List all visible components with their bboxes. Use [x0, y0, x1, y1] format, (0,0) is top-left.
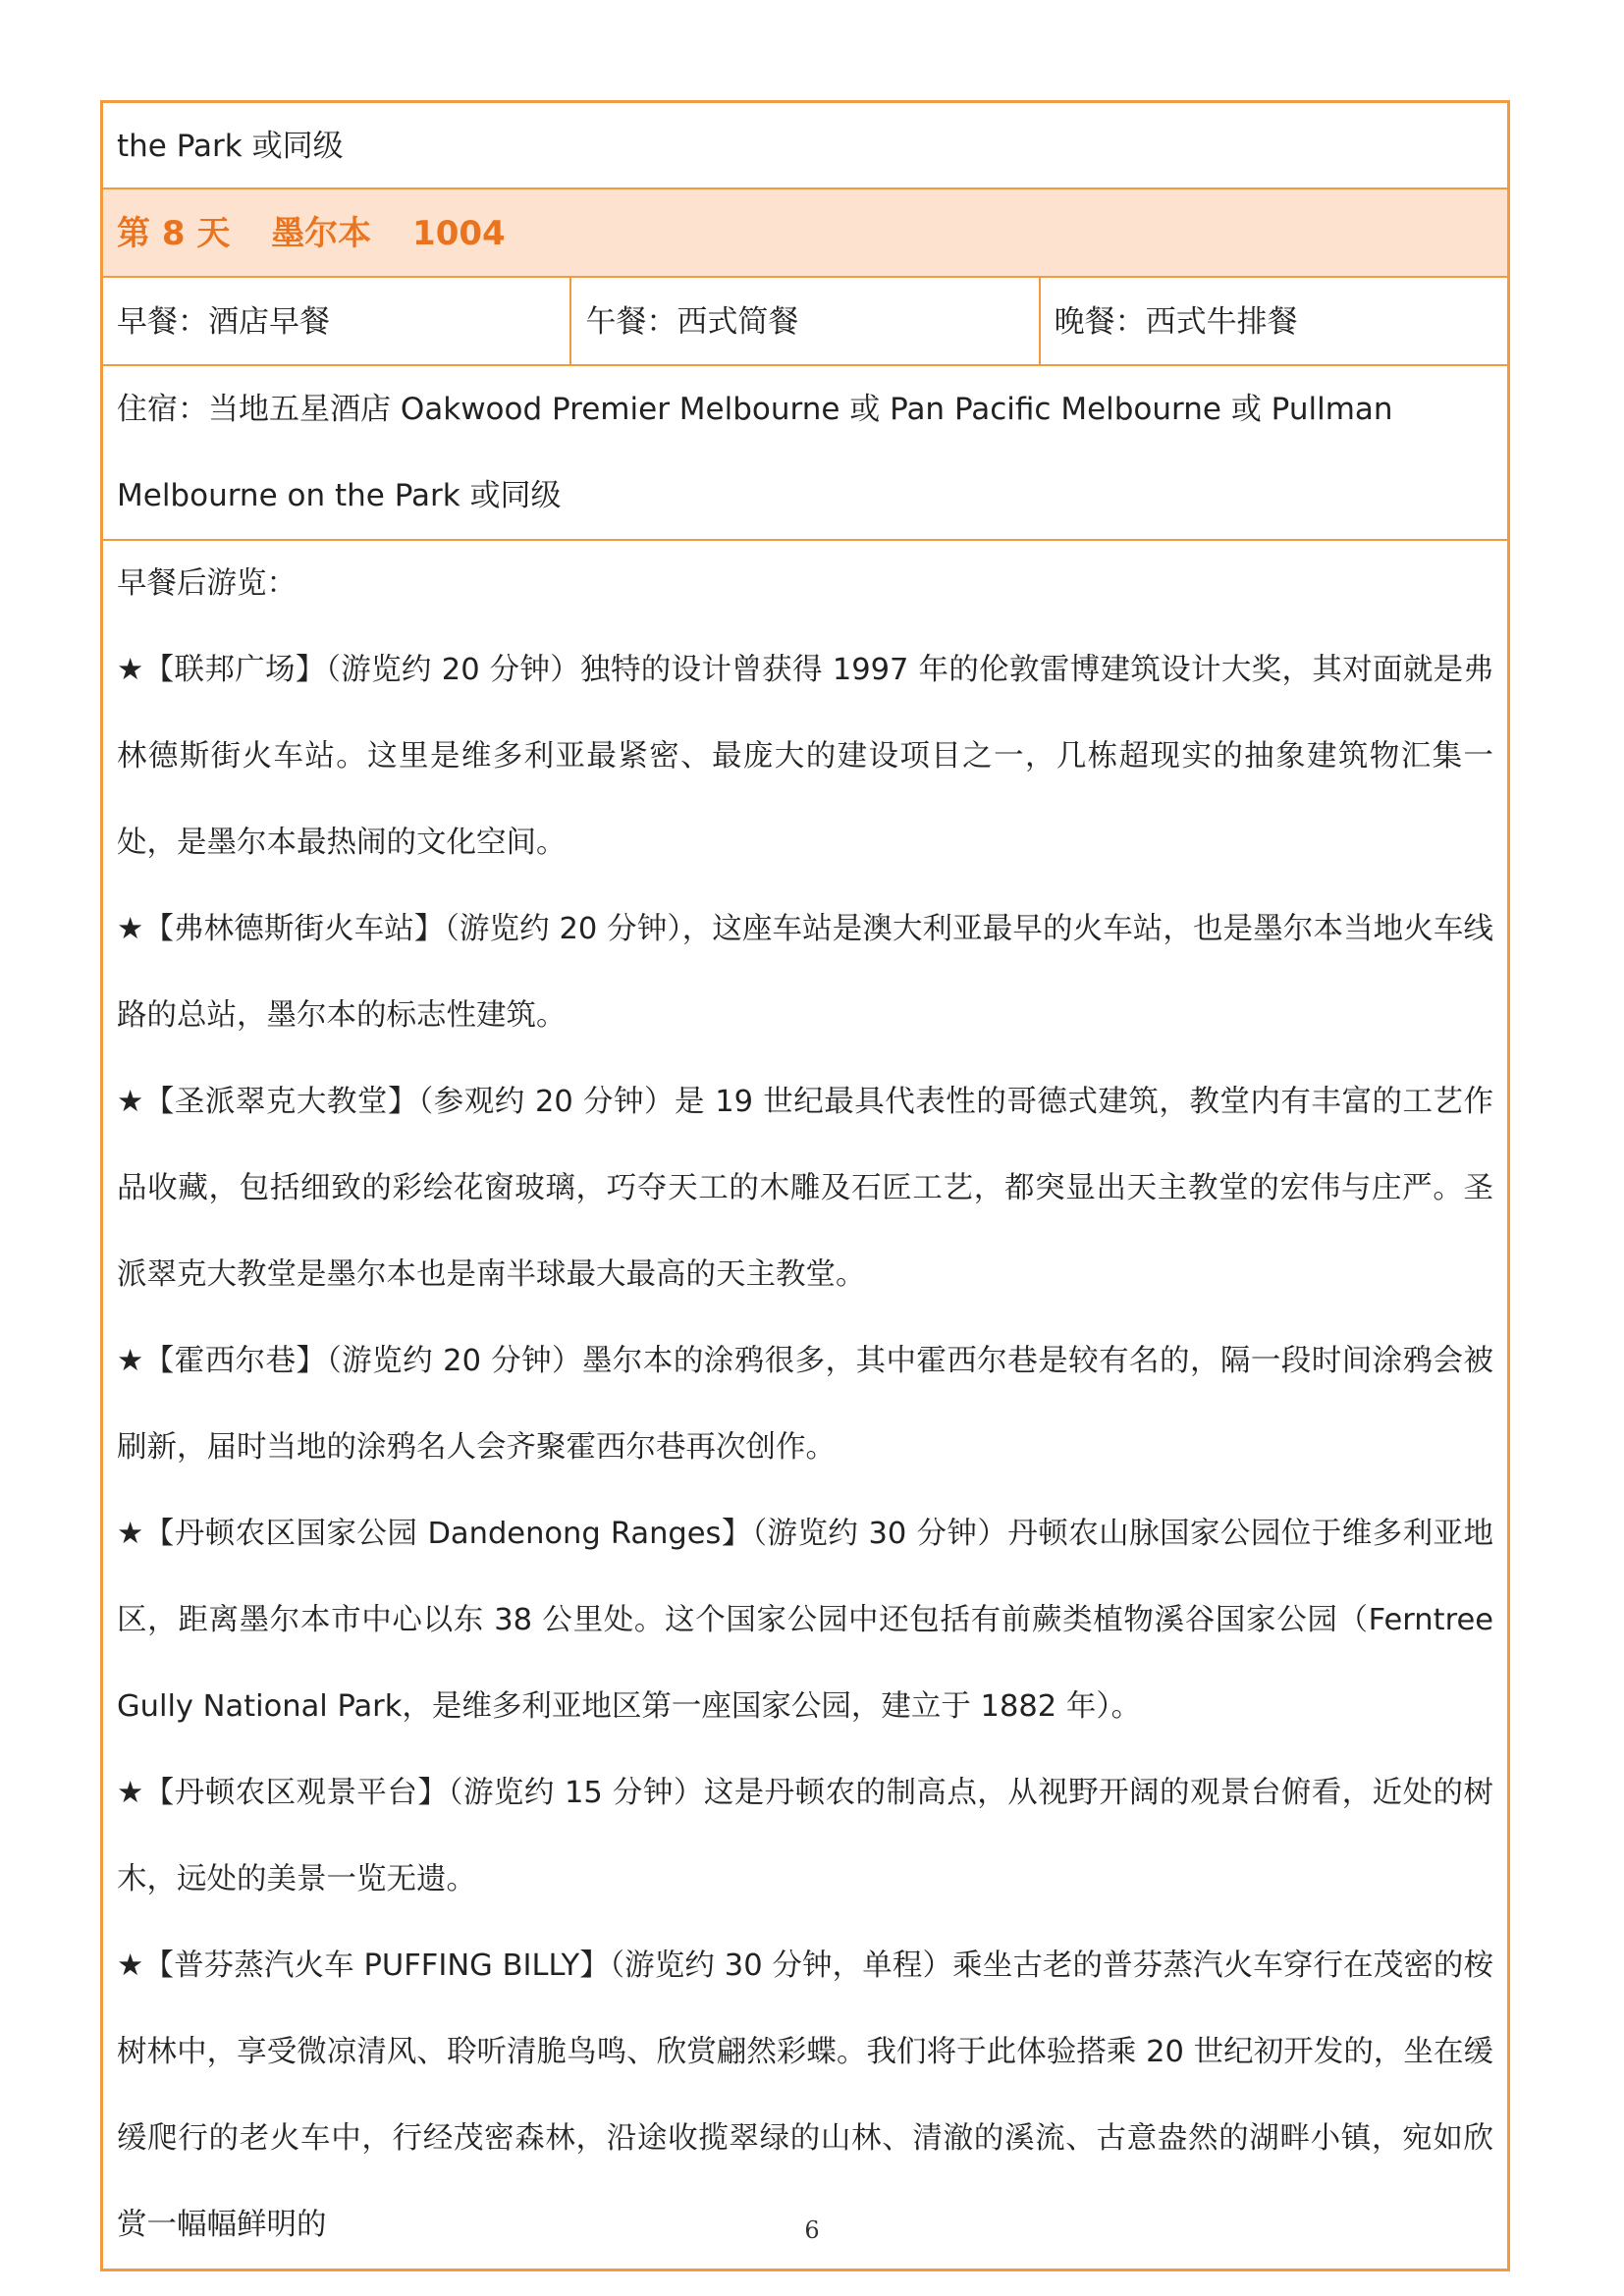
day-header: [103, 189, 1507, 278]
itinerary-item: ★【丹顿农区观景平台】（游览约 15 分钟）这是丹顿农的制高点，从视野开阔的观景台俯看，近处的树木，远处的美景一览无遗。: [117, 1776, 1493, 1896]
page-number: 6: [804, 2216, 820, 2244]
day-label: 第 8 天: [117, 214, 231, 253]
day-code: 1004: [412, 214, 506, 253]
breakfast-cell: 早餐：酒店早餐: [117, 304, 330, 340]
meals-row: [103, 278, 1507, 366]
hotel-continuation: the Park 或同级: [103, 103, 1507, 189]
itinerary-body: [103, 541, 1507, 2269]
hotel-row: 住宿：当地五星酒店 Oakwood Premier Melbourne 或 Pan Pacific Melbourne 或 Pullman Melbourne on the Park 或同级: [103, 366, 1507, 541]
lunch-cell: 午餐：西式简餐: [569, 278, 1038, 364]
day-city: 墨尔本: [271, 214, 372, 253]
itinerary-item: ★【圣派翠克大教堂】（参观约 20 分钟）是 19 世纪最具代表性的哥德式建筑，教堂内有丰富的工艺作品收藏，包括细致的彩绘花窗玻璃，巧夺天工的木雕及石匠工艺，都突显出天主教堂的宏伟与庄严。圣派翠克大教堂是墨尔本也是南半球最大最高的天主教堂。: [117, 1085, 1493, 1292]
itinerary-item: ★【普芬蒸汽火车 PUFFING BILLY】（游览约 30 分钟，单程）乘坐古老的普芬蒸汽火车穿行在茂密的桉树林中，享受微凉清风、聆听清脆鸟鸣、欣赏翩然彩蝶。我们将于此体验搭乘 20 世纪初开发的，坐在缓缓爬行的老火车中，行经茂密森林，沿途收揽翠绿的山林、清澈的溪流、古意盎然的湖畔小镇，宛如欣赏一幅幅鲜明的: [117, 1949, 1493, 2242]
itinerary-table: [100, 100, 1510, 2271]
itinerary-intro: 早餐后游览：: [117, 566, 297, 601]
itinerary-item: ★【弗林德斯街火车站】（游览约 20 分钟），这座车站是澳大利亚最早的火车站，也是墨尔本当地火车线路的总站，墨尔本的标志性建筑。: [117, 912, 1493, 1033]
itinerary-item: ★【丹顿农区国家公园 Dandenong Ranges】（游览约 30 分钟）丹顿农山脉国家公园位于维多利亚地区，距离墨尔本市中心以东 38 公里处。这个国家公园中还包括有前蕨类植物溪谷国家公园（Ferntree Gully National Park，是维多利亚地区第一座国家公园，建立于 1882 年）。: [117, 1517, 1493, 1724]
dinner-cell: 晚餐：西式牛排餐: [1039, 278, 1507, 364]
itinerary-item: ★【霍西尔巷】（游览约 20 分钟）墨尔本的涂鸦很多，其中霍西尔巷是较有名的，隔一段时间涂鸦会被刷新，届时当地的涂鸦名人会齐聚霍西尔巷再次创作。: [117, 1344, 1493, 1465]
itinerary-item: ★【联邦广场】（游览约 20 分钟）独特的设计曾获得 1997 年的伦敦雷博建筑设计大奖，其对面就是弗林德斯街火车站。这里是维多利亚最紧密、最庞大的建设项目之一，几栋超现实的抽象建筑物汇集一处，是墨尔本最热闹的文化空间。: [117, 653, 1493, 860]
